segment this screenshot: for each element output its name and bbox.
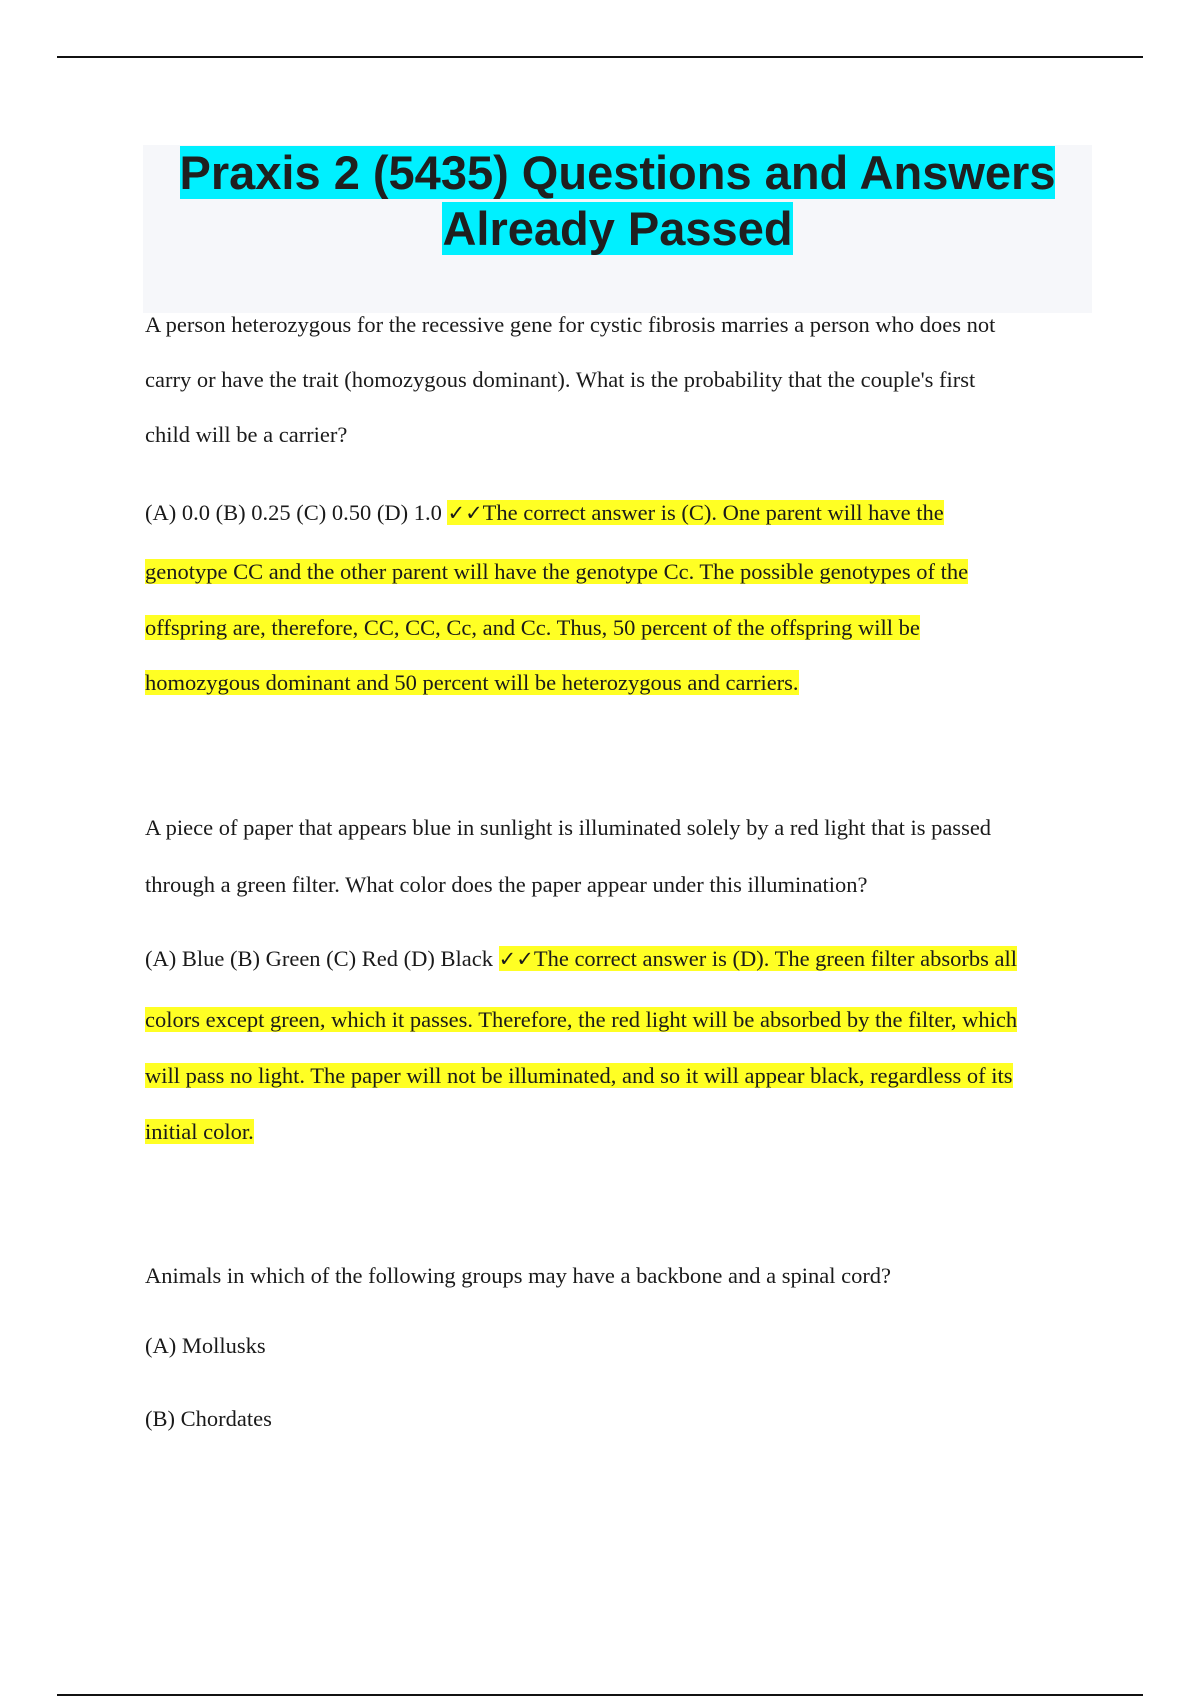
title-line-1: Praxis 2 (5435) Questions and Answers <box>179 146 1056 199</box>
answer-1-line-1 <box>145 500 944 526</box>
answer-2-line-4: initial color. <box>145 1119 254 1144</box>
answer-2-line-2: colors except green, which it passes. Therefore, the red light will be absorbed by the filter, which <box>145 1007 1018 1032</box>
question-3-text: Animals in which of the following groups may have a backbone and a spinal cord? <box>145 1263 892 1288</box>
question-2-line-1: A piece of paper that appears blue in sunlight is illuminated solely by a red light that is passed <box>145 815 992 840</box>
answer-1-line-2: genotype CC and the other parent will have the genotype Cc. The possible genotypes of the <box>145 559 969 584</box>
question-1-line-3: child will be a carrier? <box>145 422 348 447</box>
checkmark-icon: ✓✓ <box>447 501 483 525</box>
answer-2-text-1: The correct answer is (D). The green filter absorbs all <box>533 946 1017 971</box>
answer-1-choices: (A) 0.0 (B) 0.25 (C) 0.50 (D) 1.0 <box>145 500 448 525</box>
option-b: (B) Chordates <box>145 1406 272 1431</box>
answer-1-text-1: The correct answer is (C). One parent will have the <box>482 500 944 525</box>
answer-2-line-3: will pass no light. The paper will not be illuminated, and so it will appear black, regardless of its <box>145 1063 1013 1088</box>
answer-1-line-4: homozygous dominant and 50 percent will be heterozygous and carriers. <box>145 670 799 695</box>
answer-2-line-1 <box>145 946 1017 972</box>
answer-1-line-3: offspring are, therefore, CC, CC, Cc, and Cc. Thus, 50 percent of the offspring will be <box>145 615 920 640</box>
top-rule <box>57 56 1143 58</box>
bottom-rule <box>57 1694 1143 1696</box>
question-2-line-2: through a green filter. What color does the paper appear under this illumination? <box>145 872 868 897</box>
title-line-2: Already Passed <box>442 202 793 255</box>
checkmark-icon: ✓✓ <box>498 947 534 971</box>
document-title <box>143 145 1092 257</box>
question-1-line-2: carry or have the trait (homozygous dominant). What is the probability that the couple's first <box>145 367 976 392</box>
answer-2-choices: (A) Blue (B) Green (C) Red (D) Black <box>145 946 499 971</box>
question-1-line-1: A person heterozygous for the recessive gene for cystic fibrosis marries a person who does not <box>145 312 996 337</box>
option-a: (A) Mollusks <box>145 1333 266 1358</box>
